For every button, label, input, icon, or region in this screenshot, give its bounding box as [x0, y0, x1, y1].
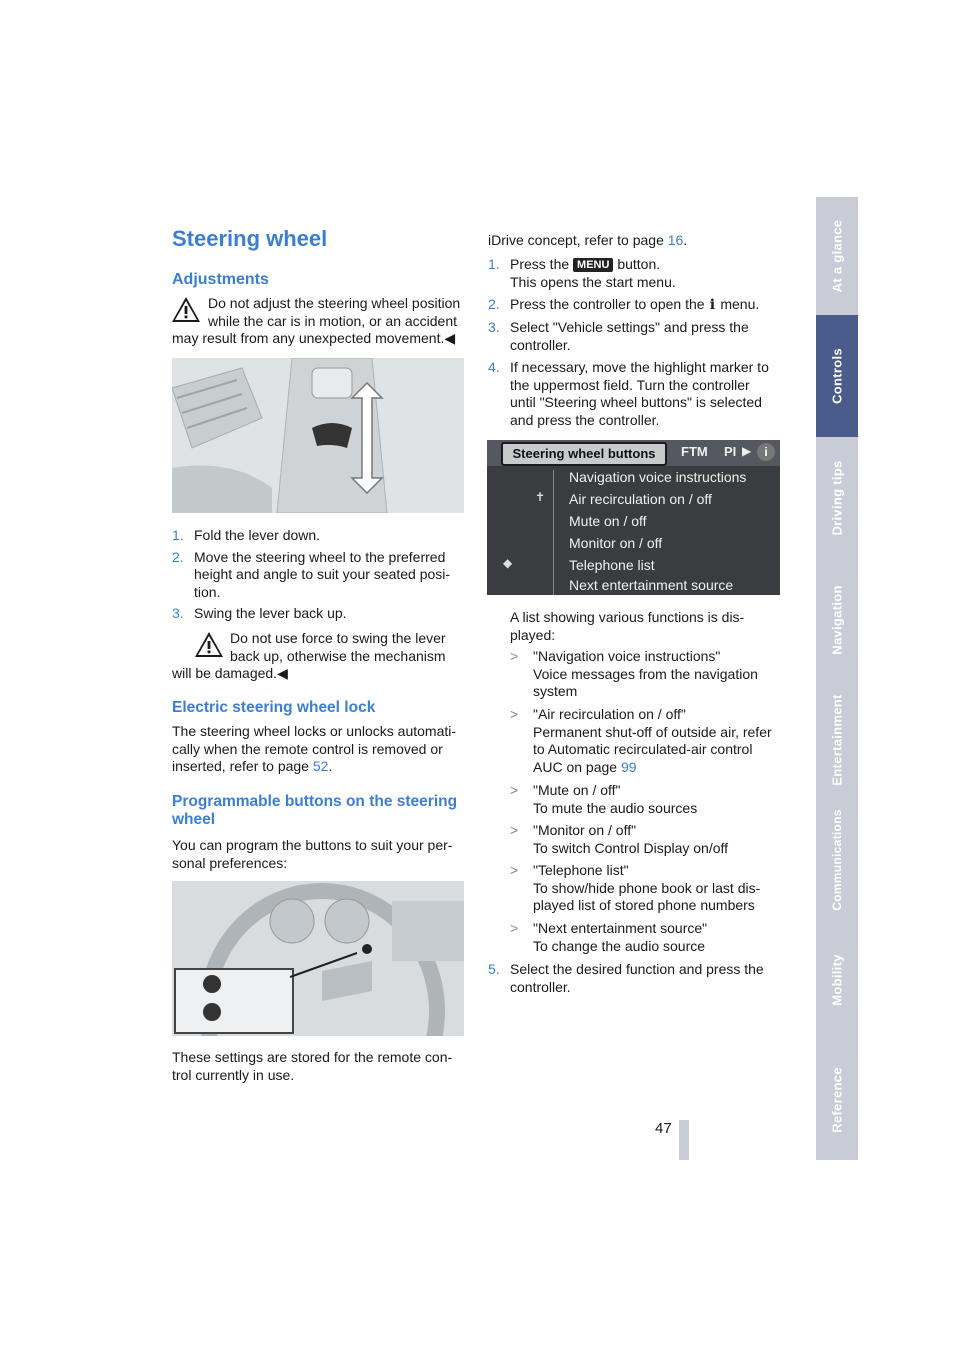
section-title: Steering wheel: [172, 226, 328, 251]
list-intro: A list showing various functions is dis- played:: [510, 609, 745, 643]
screen-divider: [553, 470, 554, 595]
screen-scroll-icon: ◆: [503, 556, 513, 570]
programmable-text: You can program the buttons to suit your per- sonal preferences:: [172, 837, 453, 871]
programmable-heading: Programmable buttons on the steering wheel: [172, 793, 458, 828]
screen-marker-icon: ✝: [535, 490, 546, 504]
lever-illustration: [172, 358, 464, 513]
screen-item: Mute on / off: [569, 513, 647, 529]
screen-tab-ftm: FTM: [681, 444, 708, 459]
lever-drawing: [172, 358, 464, 513]
info-icon: i: [709, 297, 716, 313]
tab-entertainment[interactable]: Entertainment: [816, 681, 858, 801]
right-step-4: 4. If necessary, move the highlight marker to the uppermost field. Turn the controller until "Steering wheel buttons" is selected and press the controller.: [488, 359, 769, 428]
menu-button-icon: MENU: [573, 258, 613, 272]
right-step-1: 1. Press the MENU button. This opens the start menu.: [488, 256, 676, 290]
page-link-52[interactable]: 52: [312, 758, 329, 775]
screen-item: Air recirculation on / off: [569, 491, 712, 507]
control-display-screenshot: [487, 440, 780, 595]
page-number-bar: [679, 1120, 689, 1160]
screen-item: Next entertainment source: [569, 577, 734, 593]
wheel-drawing: [172, 881, 464, 1036]
tab-navigation[interactable]: Navigation: [816, 559, 858, 683]
step-3: 3. Swing the lever back up.: [172, 605, 347, 622]
tab-controls[interactable]: Controls: [816, 315, 858, 439]
screen-item: Monitor on / off: [569, 535, 663, 551]
step-2: 2. Move the steering wheel to the preferred height and angle to suit your seated posi- tion.: [172, 548, 451, 600]
warning-text-2: Do not use force to swing the lever back up, otherwise the mechanism will be damaged.◀: [172, 630, 446, 682]
screen-item: Navigation voice instructions: [569, 469, 747, 485]
right-step-2: 2. Press the controller to open the i menu.: [488, 296, 760, 313]
screen-arrow-icon: ▶: [742, 444, 752, 458]
right-step-3: 3. Select "Vehicle settings" and press the controller.: [488, 319, 749, 353]
idrive-reference: iDrive concept, refer to page 16.: [488, 232, 688, 248]
adjustments-heading: Adjustments: [172, 271, 269, 288]
programmable-after: These settings are stored for the remote con- trol currently in use.: [172, 1049, 453, 1083]
tab-communications[interactable]: Communications: [816, 799, 858, 923]
screen-info-icon: i: [757, 443, 775, 461]
screen-item: Telephone list: [569, 557, 655, 573]
end-mark-icon: ◀: [444, 330, 456, 347]
page-link-16[interactable]: 16: [667, 232, 684, 248]
steering-wheel-illustration: [172, 881, 464, 1036]
page-link-99[interactable]: 99: [620, 758, 637, 775]
adjust-steps: [172, 527, 467, 623]
page-number: 47: [655, 1120, 672, 1137]
tab-driving-tips[interactable]: Driving tips: [816, 437, 858, 561]
end-mark-icon: ◀: [277, 665, 288, 682]
screen-selected-tab: Steering wheel buttons: [501, 442, 667, 466]
tab-reference[interactable]: Reference: [816, 1039, 858, 1162]
right-step-5: 5. Select the desired function and press the controller.: [488, 961, 764, 995]
screen-tab-pi: PI: [724, 444, 737, 459]
warning-text: Do not adjust the steering wheel position while the car is in motion, or an accident may result from any unexpected movement.◀: [172, 295, 461, 347]
step-1: 1. Fold the lever down.: [172, 527, 321, 543]
tab-mobility[interactable]: Mobility: [816, 921, 858, 1041]
lock-text: The steering wheel locks or unlocks automati- cally when the remote control is removed or inserted, refer to page 52.: [172, 723, 457, 775]
tab-at-a-glance[interactable]: At a glance: [816, 197, 858, 317]
lock-heading: Electric steering wheel lock: [172, 699, 376, 716]
